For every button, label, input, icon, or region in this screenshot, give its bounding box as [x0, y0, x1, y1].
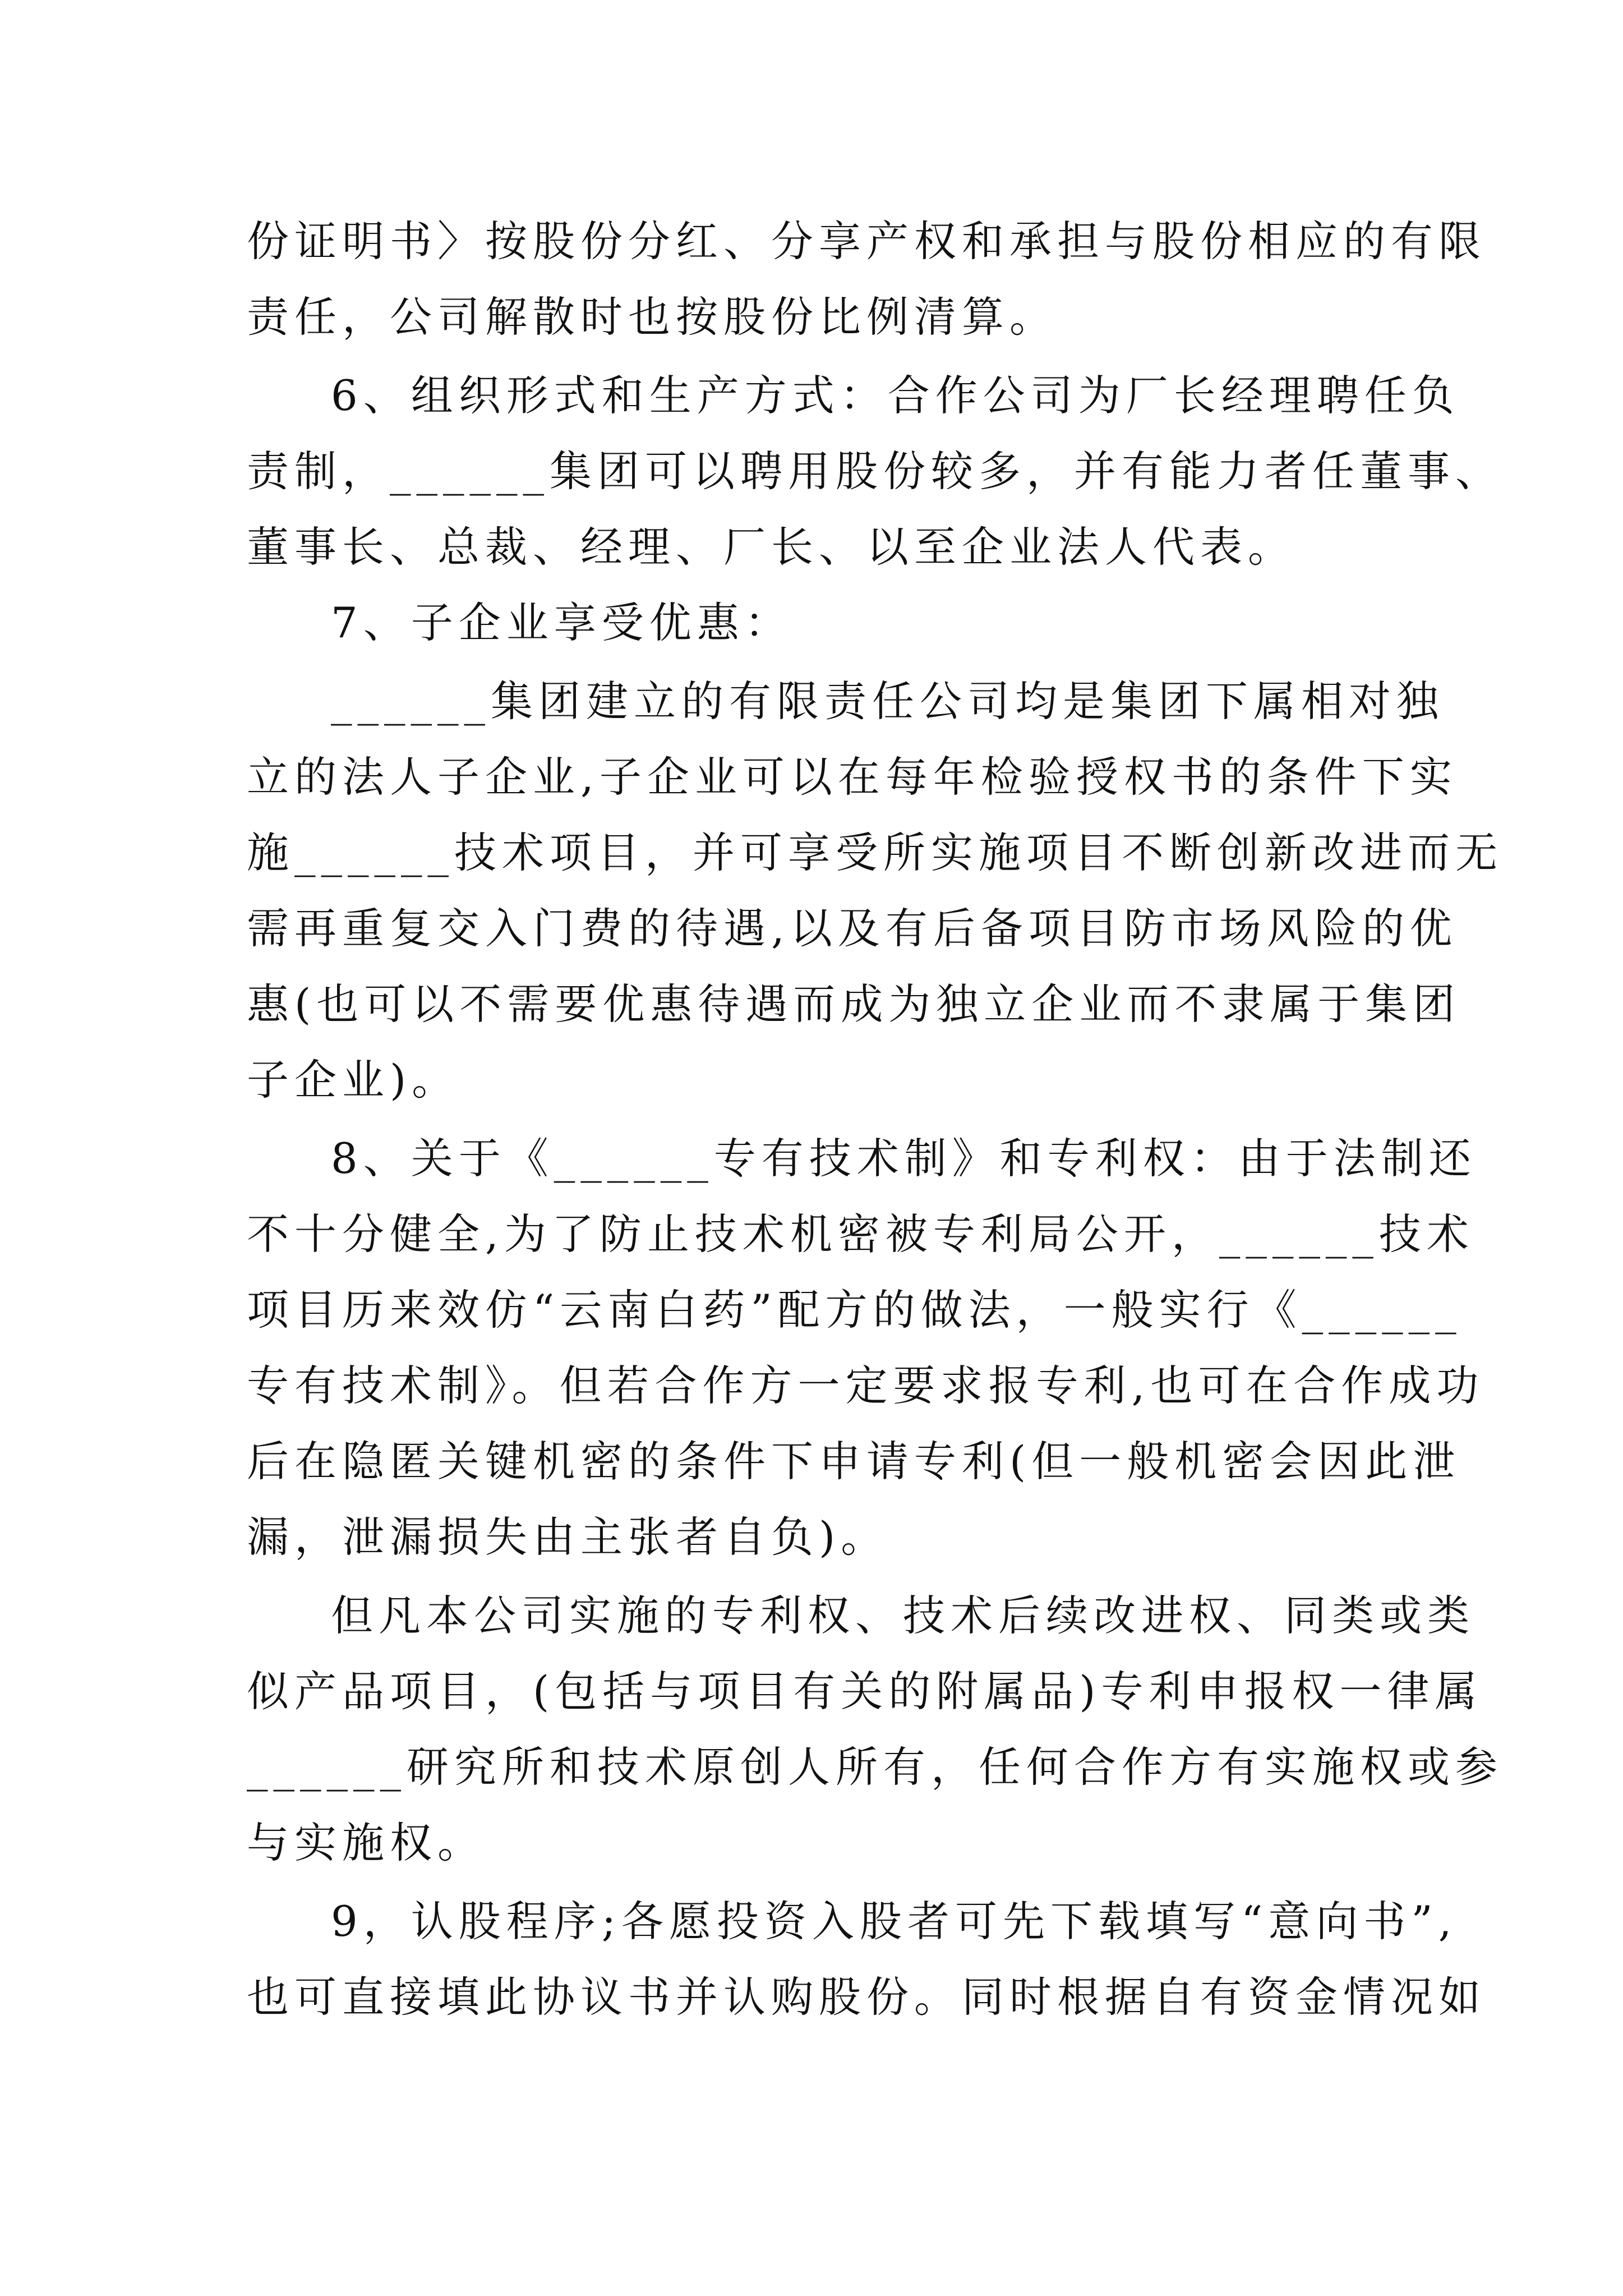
text-line: 漏，泄漏损失由主张者自负)。: [247, 1512, 889, 1562]
text-line: 但凡本公司实施的专利权、技术后续改进权、同类或类: [331, 1591, 1476, 1640]
text-line: 与实施权。: [247, 1818, 486, 1867]
text-line: 6、组织形式和生产方式：合作公司为厂长经理聘任负: [331, 371, 1460, 420]
text-line: 不十分健全,为了防止技术机密被专利局公开，______技术: [247, 1209, 1474, 1259]
text-line: 也可直接填此协议书并认购股份。同时根据自有资金情况如: [247, 1972, 1487, 2022]
text-line: ______集团建立的有限责任公司均是集团下属相对独: [331, 677, 1445, 726]
text-line: 子企业)。: [247, 1055, 460, 1105]
section-heading: 7、子企业享受优惠：: [331, 598, 792, 647]
text-line: 9，认股程序;各愿投资入股者可先下载填写“意向书”,: [331, 1897, 1458, 1946]
text-line: 需再重复交入门费的待遇,以及有后备项目防市场风险的优: [247, 904, 1458, 953]
text-line: 8、关于《______专有技术制》和专利权：由于法制还: [331, 1134, 1477, 1183]
text-line: 惠(也可以不需要优惠待遇而成为独立企业而不隶属于集团: [247, 979, 1461, 1029]
text-line: 责任，公司解散时也按股份比例清算。: [247, 292, 1058, 342]
text-line: 立的法人子企业,子企业可以在每年检验授权书的条件下实: [247, 752, 1458, 802]
text-line: ______研究所和技术原创人所有，任何合作方有实施权或参: [247, 1742, 1504, 1792]
text-line: 专有技术制》。但若合作方一定要求报专利,也可在合作成功: [247, 1361, 1484, 1410]
text-line: 似产品项目，(包括与项目有关的附属品)专利申报权一律属: [247, 1667, 1483, 1716]
text-line: 后在隐匿关键机密的条件下申请专利(但一般机密会因此泄: [247, 1437, 1461, 1486]
text-line: 董事长、总裁、经理、厂长、以至企业法人代表。: [247, 522, 1296, 572]
text-line: 责制，______集团可以聘用股份较多，并有能力者任董事、: [247, 447, 1504, 496]
text-line: 项目历来效仿“云南白药”配方的做法，一般实行《______: [247, 1285, 1462, 1335]
text-line: 份证明书〉按股份分红、分享产权和承担与股份相应的有限: [247, 217, 1487, 266]
text-line: 施______技术项目，并可享受所实施项目不断创新改进而无: [247, 828, 1504, 877]
